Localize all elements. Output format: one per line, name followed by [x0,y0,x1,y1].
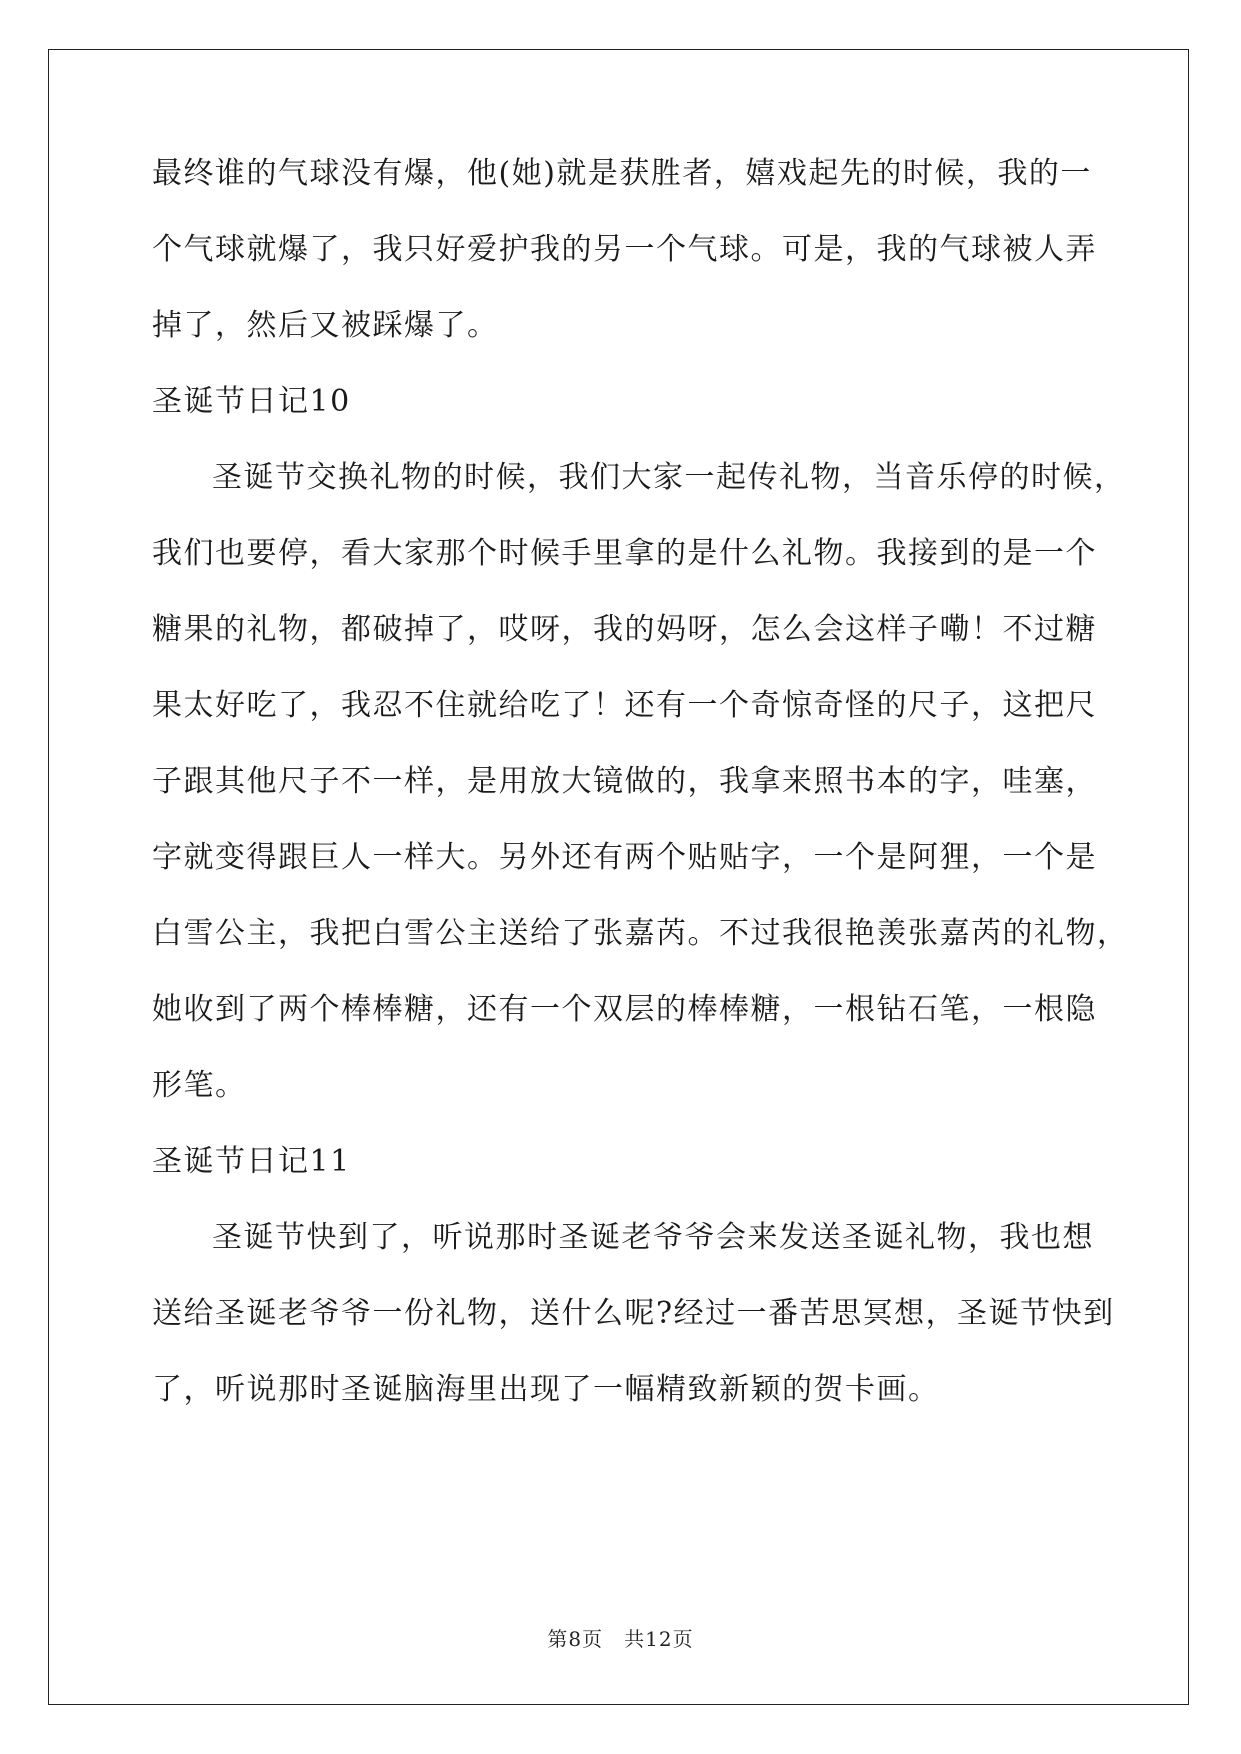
body-line: 白雪公主，我把白雪公主送给了张嘉芮。不过我很艳羡张嘉芮的礼物， [152,916,1129,951]
page-border [48,49,1189,1705]
body-line: 形笔。 [152,1068,247,1103]
page-number-footer: 第8页 共12页 [547,1627,694,1651]
body-line: 了，听说那时圣诞脑海里出现了一幅精致新颖的贺卡画。 [152,1372,940,1407]
body-line: 我们也要停，看大家那个时候手里拿的是什么礼物。我接到的是一个 [152,536,1097,571]
body-line: 糖果的礼物，都破掉了，哎呀，我的妈呀，怎么会这样子嘞！不过糖 [152,612,1097,647]
body-line: 圣诞节快到了，听说那时圣诞老爷爷会来发送圣诞礼物，我也想 [212,1220,1094,1255]
body-line: 子跟其他尺子不一样，是用放大镜做的，我拿来照书本的字，哇塞， [152,764,1097,799]
section-heading: 圣诞节日记10 [152,384,351,419]
body-line: 她收到了两个棒棒糖，还有一个双层的棒棒糖，一根钻石笔，一根隐 [152,992,1097,1027]
body-line: 字就变得跟巨人一样大。另外还有两个贴贴字，一个是阿狸，一个是 [152,840,1097,875]
body-line: 个气球就爆了，我只好爱护我的另一个气球。可是，我的气球被人弄 [152,232,1097,267]
body-line: 掉了，然后又被踩爆了。 [152,308,499,343]
body-line: 果太好吃了，我忍不住就给吃了！还有一个奇惊奇怪的尺子，这把尺 [152,688,1097,723]
body-line: 圣诞节交换礼物的时候，我们大家一起传礼物，当音乐停的时候， [212,460,1126,495]
section-heading: 圣诞节日记11 [152,1144,351,1179]
body-line: 最终谁的气球没有爆，他(她)就是获胜者，嬉戏起先的时候，我的一 [152,156,1092,191]
body-line: 送给圣诞老爷爷一份礼物，送什么呢?经过一番苦思冥想，圣诞节快到 [152,1296,1115,1331]
